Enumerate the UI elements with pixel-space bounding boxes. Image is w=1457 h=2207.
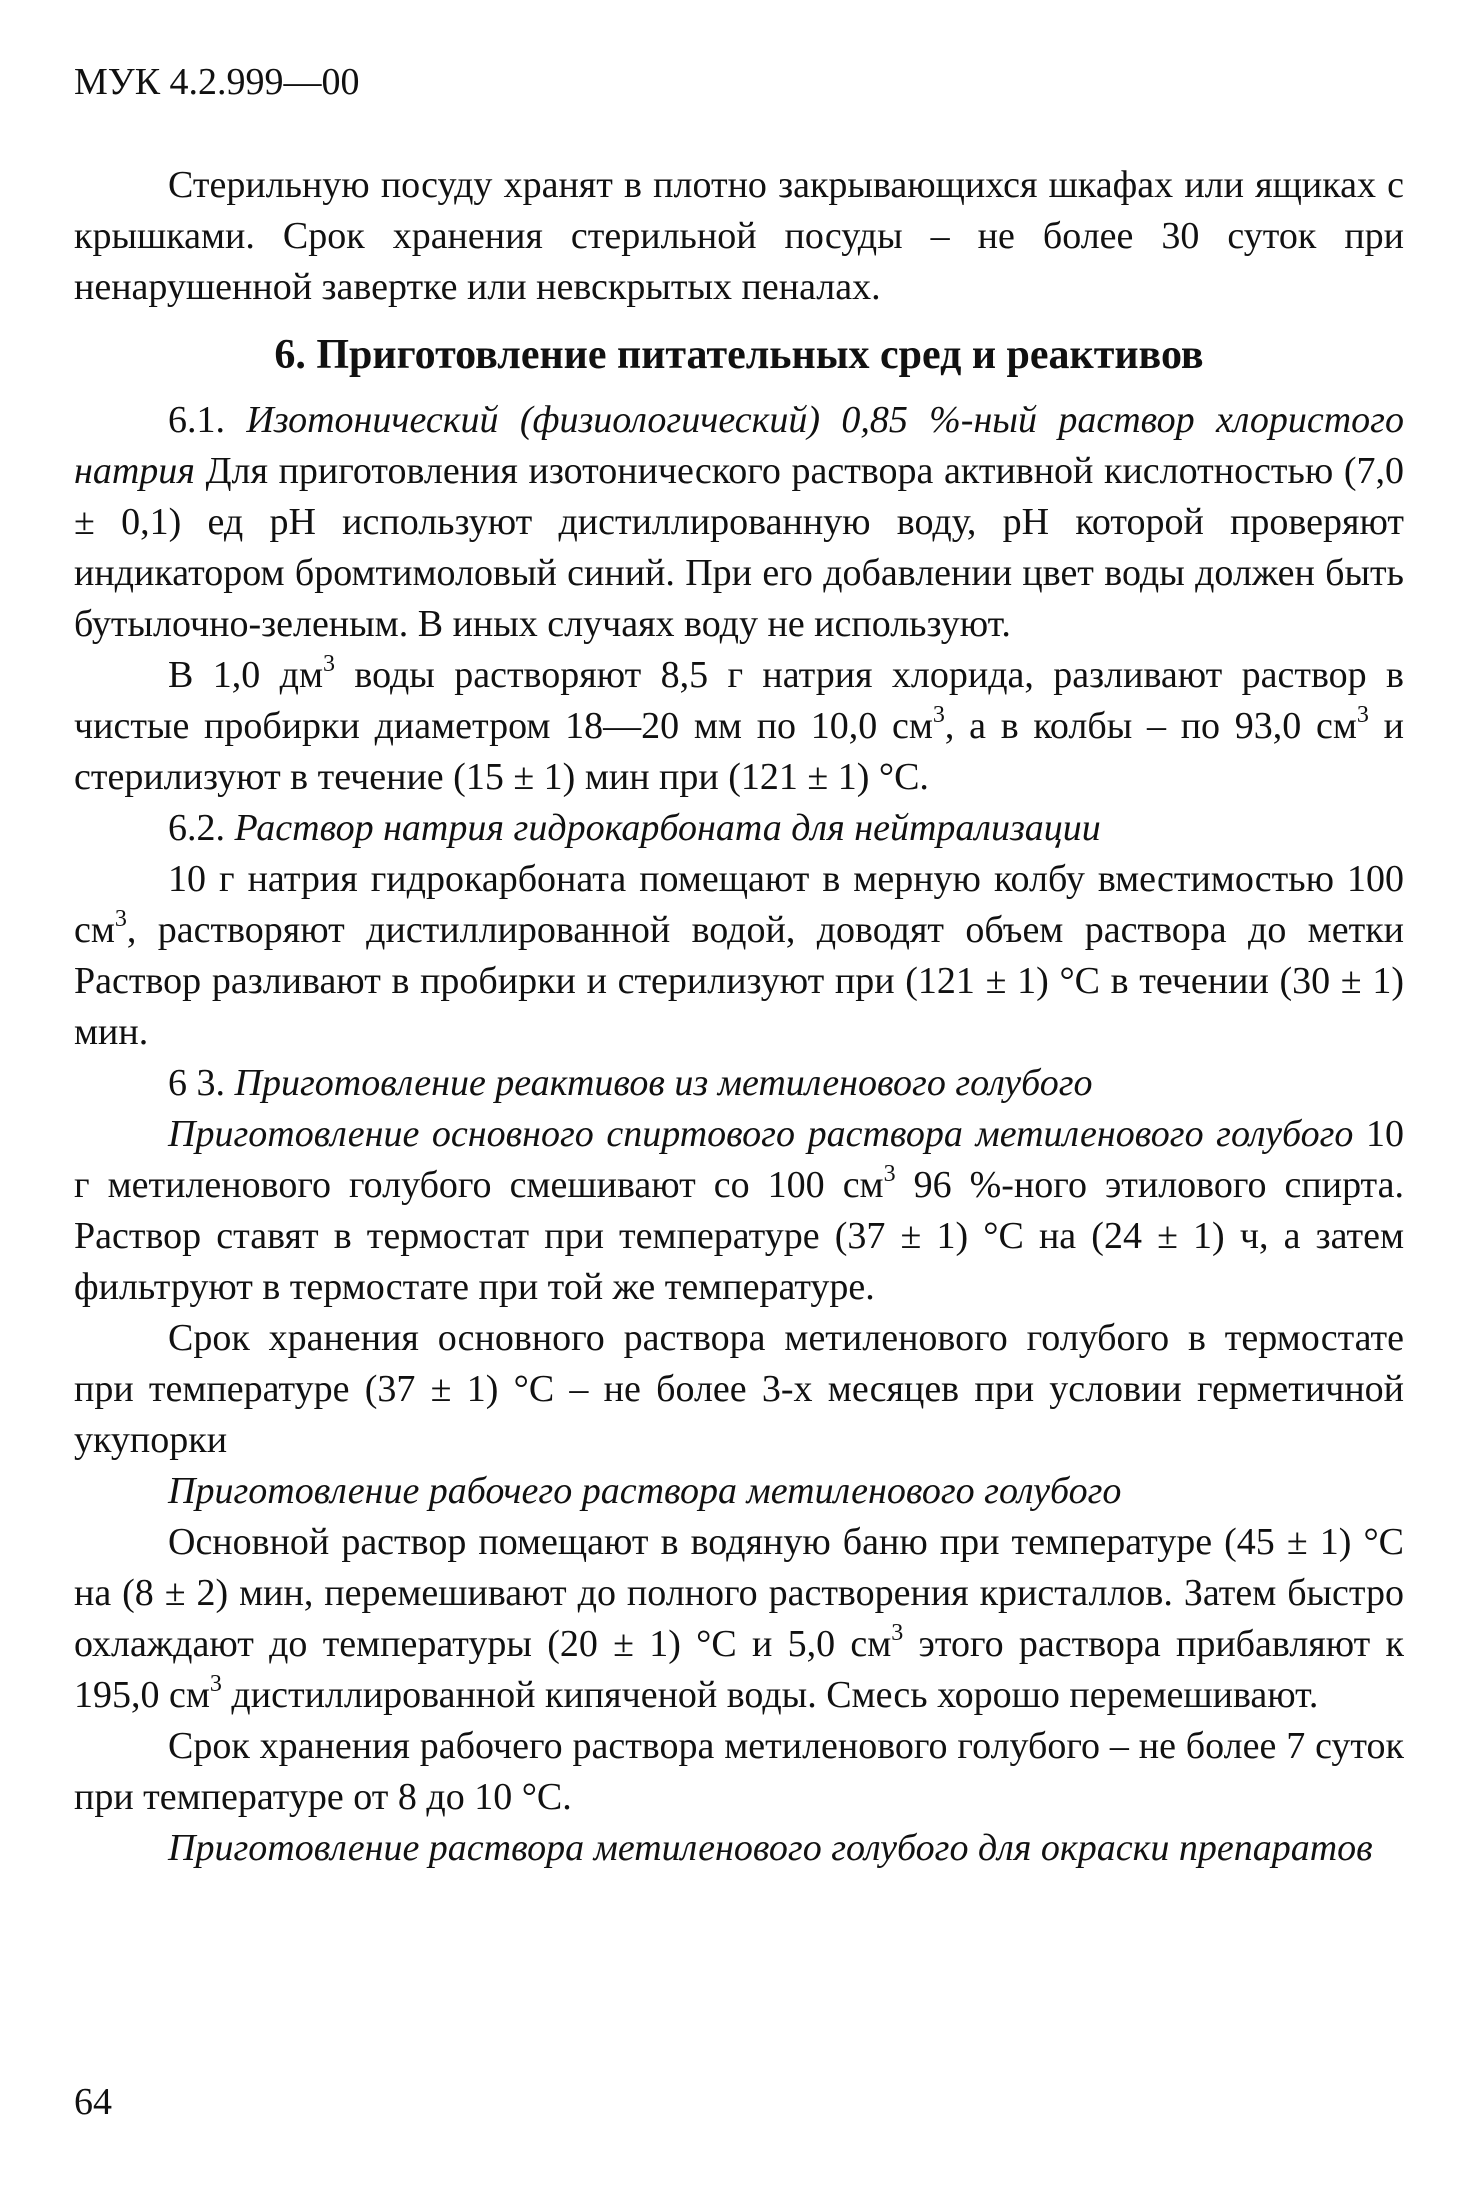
text-run: и стерилизуют в течение (15 ± 1) мин при (121 ± 1) °С. <box>74 705 1404 798</box>
page-number: 64 <box>74 2081 112 2123</box>
text-run: Основной раствор помещают в водяную баню при температуре (45 ± 1) °С на (8 ± 2) мин, перемешивают до полного растворения кристаллов. Затем быстро охлаждают до температуры (20 ± 1) °С и 5,0 см <box>74 1521 1404 1665</box>
subheading: Приготовление основного спиртового раствора метиленового голубого <box>168 1113 1354 1155</box>
paragraph-working-title <box>74 1466 1404 1517</box>
superscript: 3 <box>209 1671 222 1698</box>
subheading: Приготовление рабочего раствора метиленового голубого <box>168 1470 1122 1512</box>
text-run: , а в колбы – по 93,0 см <box>944 705 1357 747</box>
section-title: 6. Приготовление питательных сред и реактивов <box>274 332 1204 378</box>
clause-number: 6.2. <box>168 807 235 849</box>
text-run: , растворяют дистиллированной водой, доводят объем раствора до метки Раствор разливают в пробирки и стерилизуют при (121 ± 1) °С в течении (30 ± 1) мин. <box>74 909 1404 1053</box>
paragraph-stock-solution <box>74 1109 1404 1313</box>
paragraph-6-1 <box>74 395 1404 650</box>
paragraph-bicarbonate <box>74 854 1404 1058</box>
superscript: 3 <box>891 1620 904 1647</box>
paragraph-working-storage: Срок хранения рабочего раствора метиленового голубого – не более 7 суток при температуре от 8 до 10 °С. <box>74 1725 1404 1818</box>
paragraph-dilution <box>74 650 1404 803</box>
text-run: дистиллированной кипяченой воды. Смесь хорошо перемешивают. <box>221 1674 1319 1716</box>
clause-number: 6.1. <box>168 399 247 441</box>
paragraph-sterile-storage: Стерильную посуду хранят в плотно закрывающихся шкафах или ящиках с крышками. Срок хранения стерильной посуды – не более 30 суток при ненарушенной завертке или невскрытых пеналах. <box>74 164 1404 308</box>
text-run: 96 %-ного этилового спирта. Раствор ставят в термостат при температуре (37 ± 1) °С на (24 ± 1) ч, а затем фильтруют в термостате при той же температуре. <box>74 1164 1404 1308</box>
clause-title: Приготовление реактивов из метиленового голубого <box>234 1062 1093 1104</box>
superscript: 3 <box>883 1161 896 1188</box>
paragraph-working-prep <box>74 1517 1404 1721</box>
superscript: 3 <box>1356 702 1369 729</box>
paragraph-6-3 <box>74 1058 1404 1109</box>
paragraph-stock-storage: Срок хранения основного раствора метиленового голубого в термостате при температуре (37 ± 1) °С – не более 3-х месяцев при условии герметичной укупорки <box>74 1317 1404 1461</box>
clause-text: Для приготовления изотонического раствора активной кислотностью (7,0 ± 0,1) ед pH используют дистиллированную воду, pH которой проверяют индикатором бромтимоловый синий. При его добавлении цвет воды должен быть бутылочно-зеленым. В иных случаях воду не используют. <box>74 450 1404 645</box>
text-run: 10 г метиленового голубого смешивают со 100 см <box>74 1113 1405 1206</box>
text-run: воды растворяют 8,5 г натрия хлорида, разливают раствор в чистые пробирки диаметром 18—20 мм по 10,0 см <box>74 654 1405 747</box>
text-run: 10 г натрия гидрокарбоната помещают в мерную колбу вместимостью 100 см <box>74 858 1404 951</box>
clause-title: Изотонический (физиологический) 0,85 %-ный раствор хлористого натрия <box>74 399 1405 492</box>
subheading: Приготовление раствора метиленового голубого для окраски препаратов <box>168 1827 1373 1869</box>
superscript: 3 <box>932 702 945 729</box>
paragraph-stain-title <box>74 1823 1404 1874</box>
document-body <box>74 160 1404 1874</box>
clause-title: Раствор натрия гидрокарбоната для нейтрализации <box>234 807 1101 849</box>
text-run: В 1,0 дм <box>168 654 323 696</box>
running-header: МУК 4.2.999—00 <box>74 61 360 103</box>
clause-number: 6 3. <box>168 1062 235 1104</box>
superscript: 3 <box>323 651 335 678</box>
paragraph-6-2 <box>74 803 1404 854</box>
text-run: этого раствора прибавляют к 195,0 см <box>74 1623 1404 1716</box>
superscript: 3 <box>114 906 127 933</box>
